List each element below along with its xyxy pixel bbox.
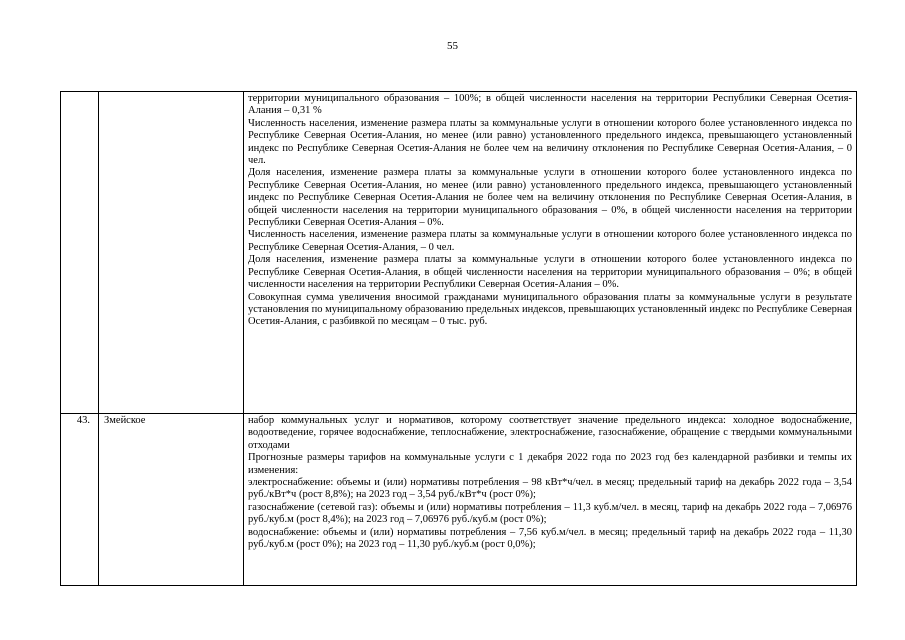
- paragraph: Доля населения, изменение размера платы за коммунальные услуги в отношении которого более установленного индекса по Республике Северная Осетия-Алания, в общей численности населения на территории муниципального образования – 0%; в общей численности населения на территории Республики Северная Осетия-Алания – 0%.: [248, 254, 852, 291]
- municipality-name-cell: [99, 92, 244, 414]
- paragraph: водоснабжение: объемы и (или) нормативы потребления – 7,56 куб.м/чел. в месяц; предельный тариф на декабрь 2022 года – 11,30 руб./куб.м (рост 0%); на 2023 год – 11,30 руб./куб.м (рост 0,0%);: [248, 526, 852, 551]
- paragraph: Прогнозные размеры тарифов на коммунальные услуги с 1 декабря 2022 года по 2023 год без календарной разбивки и темпы их изменения:: [248, 452, 852, 476]
- description-cell: [244, 414, 857, 586]
- municipality-table: [60, 91, 857, 586]
- paragraph: Численность населения, изменение размера платы за коммунальные услуги в отношении которого более установленного индекса по Республике Северная Осетия-Алания, – 0 чел.: [248, 229, 852, 253]
- table-row: [61, 92, 857, 414]
- paragraph: газоснабжение (сетевой газ): объемы и (или) нормативы потребления – 11,3 куб.м/чел. в месяц, тариф на декабрь 2022 года – 7,06976 руб./куб.м (рост 8,4%); на 2023 год – 7,06976 руб./куб.м (рост 0%);: [248, 501, 852, 526]
- page-number: 55: [447, 40, 458, 52]
- description-cell: [244, 92, 857, 414]
- municipality-name-cell: Змейское: [99, 414, 244, 586]
- paragraph: набор коммунальных услуг и нормативов, которому соответствует значение предельного индекса: холодное водоснабжение, водоотведение, горячее водоснабжение, теплоснабжение, электроснабжение, газоснабжение, обращение с твердыми коммунальными отходами: [248, 415, 852, 451]
- paragraph: Доля населения, изменение размера платы за коммунальные услуги в отношении которого более установленного индекса по Республике Северная Осетия-Алания, но менее (или равно) установленного предельного индекса, превышающего установленный индекс по Республике Северная Осетия-Алания не более чем на величину отклонения по Республике Северная Осетия-Алания, в общей численности населения на территории муниципального образования – 0%, в общей численности населения на территории Республики Северная Осетия-Алания – 0%.: [248, 167, 852, 229]
- paragraph: Численность населения, изменение размера платы за коммунальные услуги в отношении которого более установленного индекса по Республике Северная Осетия-Алания, но менее (или равно) установленного предельного индекса, превышающего установленный индекс по Республике Северная Осетия-Алания не более чем на величину отклонения по Республике Северная Осетия-Алания, – 0 чел.: [248, 117, 852, 167]
- paragraph: Совокупная сумма увеличения вносимой гражданами муниципального образования платы за коммунальные услуги в результате установления по муниципальному образованию предельных индексов, превышающих установленный индекс по Республике Северная Осетия-Алания, с разбивкой по месяцам – 0 тыс. руб.: [248, 291, 852, 328]
- paragraph: электроснабжение: объемы и (или) нормативы потребления – 98 кВт*ч/чел. в месяц; предельный тариф на декабрь 2022 года – 3,54 руб./кВт*ч (рост 8,8%); на 2023 год – 3,54 руб./кВт*ч (рост 0%);: [248, 477, 852, 501]
- row-number-cell: 43.: [61, 414, 99, 586]
- table-row: [61, 414, 857, 586]
- paragraph: территории муниципального образования – 100%; в общей численности населения на территории Республики Северная Осетия-Алания – 0,31 %: [248, 93, 852, 117]
- row-number-cell: [61, 92, 99, 414]
